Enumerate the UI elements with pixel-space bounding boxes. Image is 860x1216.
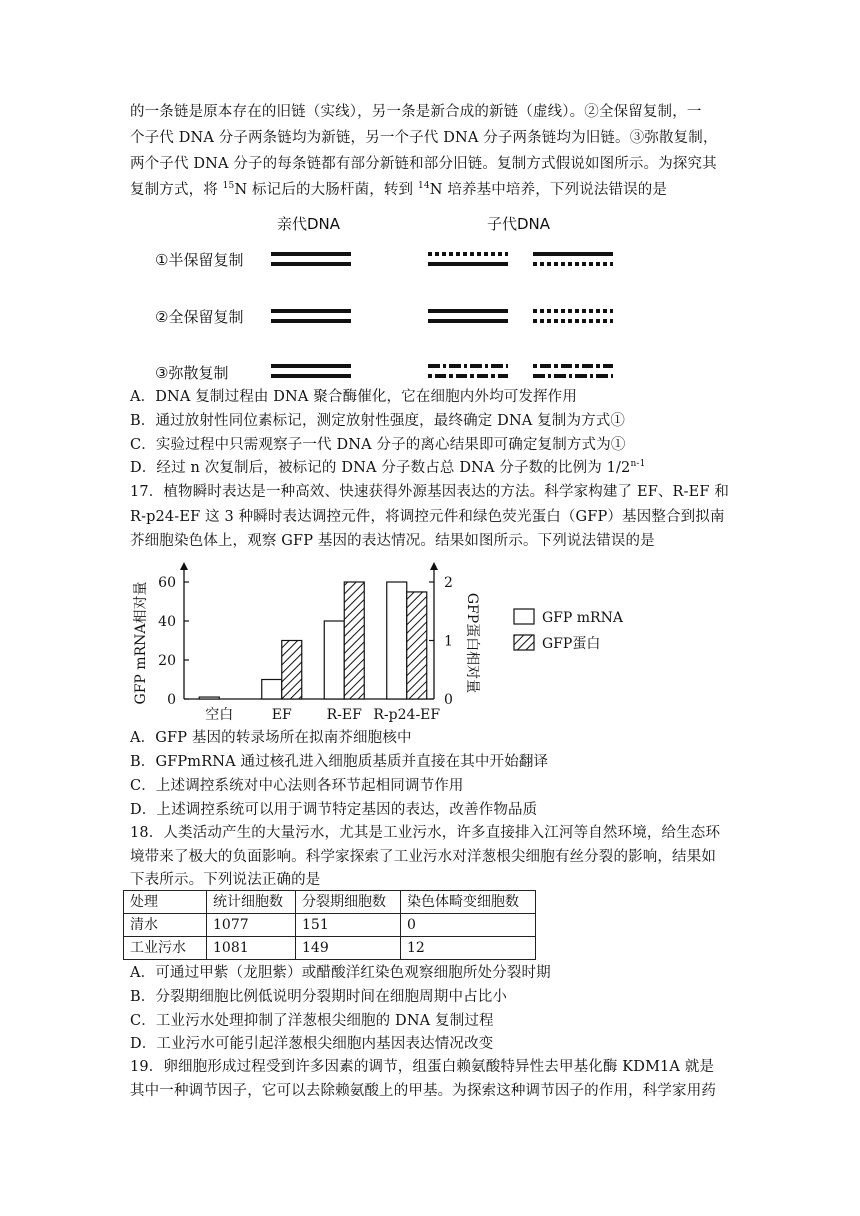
superscript: 14	[417, 181, 430, 192]
parent-dna-header: 亲代DNA	[277, 215, 341, 233]
question-17-line: 芥细胞染色体上，观察 GFP 基因的表达情况。结果如图所示。下列说法错误的是	[130, 533, 655, 549]
superscript: n-1	[630, 459, 646, 470]
mixed-strand	[428, 364, 508, 368]
question-19-line: 其中一种调节因子，它可以去除赖氨酸上的甲基。为探索这种调节因子的作用，科学家用药	[130, 1083, 716, 1099]
option-b: B．GFPmRNA 通过核孔进入细胞质基质并直接在其中开始翻译	[130, 754, 549, 770]
y-tick-label: 20	[158, 653, 176, 669]
table-header-row	[124, 891, 536, 914]
table-cell: 1081	[207, 937, 296, 960]
table-header-cell: 分裂期细胞数	[296, 891, 401, 914]
parent-strand	[271, 374, 351, 378]
option-c: C．工业污水处理抑制了洋葱根尖细胞的 DNA 复制过程	[130, 1013, 494, 1029]
option-a: A．GFP 基因的转录场所在拟南芥细胞核中	[130, 730, 412, 746]
option-b: B．通过放射性同位素标记，测定放射性强度，最终确定 DNA 复制为方式①	[130, 413, 626, 429]
old-strand	[428, 319, 508, 323]
table-header-cell: 染色体畸变细胞数	[401, 891, 536, 914]
bar-gfp-mrna	[199, 697, 219, 699]
parent-strand	[271, 252, 351, 256]
old-strand	[428, 262, 508, 266]
parent-strand	[271, 319, 351, 323]
option-d	[130, 457, 645, 479]
gfp-bar-chart	[125, 558, 645, 726]
bar-gfp-protein	[282, 641, 302, 700]
table-cell: 151	[296, 914, 401, 937]
x-tick-label: EF	[271, 707, 292, 723]
option-a: A．DNA 复制过程由 DNA 聚合酶催化，它在细胞内外均可发挥作用	[130, 389, 577, 405]
question-19-line: 19．卵细胞形成过程受到许多因素的调节，组蛋白赖氨酸特异性去甲基化酶 KDM1A 就是	[130, 1059, 715, 1075]
text-line: 的一条链是原本存在的旧链（实线），另一条是新合成的新链（虚线）。②全保留复制，一	[130, 104, 702, 120]
x-tick-label: 空白	[205, 707, 234, 723]
bar-gfp-mrna	[387, 582, 407, 699]
table-cell: 清水	[124, 914, 207, 937]
mixed-strand	[428, 374, 508, 378]
question-18-line: 18．人类活动产生的大量污水，尤其是工业污水，许多直接排入江河等自然环境，给生态环	[130, 825, 721, 841]
question-18-line: 下表所示。下列说法正确的是	[130, 872, 321, 888]
child-dna-header: 子代DNA	[487, 215, 551, 233]
table-row	[124, 937, 536, 960]
text-line	[130, 179, 667, 201]
question-17-line: 17．植物瞬时表达是一种高效、快速获得外源基因表达的方法。科学家构建了 EF、R-EF 和	[130, 484, 730, 500]
old-strand	[428, 309, 508, 313]
bar-gfp-protein	[407, 592, 427, 699]
new-strand	[533, 319, 613, 323]
option-b: B．分裂期细胞比例低说明分裂期时间在细胞周期中占比小	[130, 989, 508, 1005]
new-strand	[428, 252, 508, 256]
y2-axis-label: GFP蛋白相对量	[464, 592, 480, 694]
text-run: N 标记后的大肠杆菌，转到	[234, 182, 418, 198]
chart-bars	[199, 582, 427, 699]
y-axis-label: GFP mRNA相对量	[133, 581, 149, 705]
legend-swatch-mrna	[514, 609, 534, 624]
option-c: C．上述调控系统对中心法则各环节起相同调节作用	[130, 778, 464, 794]
y-tick-label: 0	[167, 692, 176, 708]
option-d: D．工业污水可能引起洋葱根尖细胞内基因表达情况改变	[130, 1036, 494, 1052]
table-cell: 12	[401, 937, 536, 960]
question-17-line: R-p24-EF 这 3 种瞬时表达调控元件，将调控元件和绿色荧光蛋白（GFP）基因整合到拟南	[130, 509, 725, 525]
row-label-dispersive: ③弥散复制	[155, 364, 229, 382]
text-line: 两个子代 DNA 分子的每条链都有部分新链和部分旧链。复制方式假说如图所示。为探究其	[130, 156, 717, 172]
legend-swatch-protein	[514, 635, 534, 650]
table-cell: 0	[401, 914, 536, 937]
superscript: 15	[222, 181, 235, 192]
parent-strand	[271, 262, 351, 266]
y-tick-label: 60	[158, 575, 176, 591]
table-cell: 1077	[207, 914, 296, 937]
table-cell: 工业污水	[124, 937, 207, 960]
question-18-line: 境带来了极大的负面影响。科学家探索了工业污水对洋葱根尖细胞有丝分裂的影响，结果如	[130, 849, 716, 865]
text-line: 个子代 DNA 分子两条链均为新链，另一个子代 DNA 分子两条链均为旧链。③弥散复制，	[130, 130, 718, 146]
table-cell: 149	[296, 937, 401, 960]
y2-axis-arrow	[430, 562, 438, 570]
row-label-semiconservative: ①半保留复制	[155, 251, 244, 269]
legend-label-mrna: GFP mRNA	[542, 610, 623, 626]
table-header-cell: 统计细胞数	[207, 891, 296, 914]
table-row	[124, 914, 536, 937]
mixed-strand	[533, 364, 613, 368]
row-label-conservative: ②全保留复制	[155, 308, 244, 326]
x-tick-label: R-EF	[326, 707, 362, 723]
text-run: D．经过 n 次复制后，被标记的 DNA 分子数占总 DNA 分子数的比例为 1/2	[130, 460, 631, 476]
y-tick-label: 40	[158, 614, 176, 630]
table-header-cell: 处理	[124, 891, 207, 914]
x-tick-label: R-p24-EF	[373, 707, 441, 723]
y2-tick-label: 1	[444, 633, 453, 650]
legend-label-protein: GFP蛋白	[542, 636, 601, 652]
parent-strand	[271, 364, 351, 368]
parent-strand	[271, 309, 351, 313]
bar-gfp-mrna	[262, 680, 282, 700]
new-strand	[533, 309, 613, 313]
legend	[514, 609, 624, 652]
y2-tick-label: 2	[444, 575, 453, 591]
text-run: N 培养基中培养，下列说法错误的是	[429, 182, 668, 198]
option-d: D．上述调控系统可以用于调节特定基因的表达，改善作物品质	[130, 802, 538, 818]
bar-gfp-protein	[344, 582, 364, 699]
new-strand	[533, 262, 613, 266]
results-table	[123, 890, 536, 960]
mixed-strand	[533, 374, 613, 378]
bar-gfp-mrna	[324, 621, 344, 699]
option-a: A．可通过甲紫（龙胆紫）或醋酸洋红染色观察细胞所处分裂时期	[130, 965, 551, 981]
text-run: 复制方式，将	[130, 182, 223, 198]
old-strand	[533, 252, 613, 256]
option-c: C．实验过程中只需观察子一代 DNA 分子的离心结果即可确定复制方式为①	[130, 437, 626, 453]
y2-tick-label: 0	[444, 692, 453, 708]
y-axis-arrow	[180, 562, 188, 570]
